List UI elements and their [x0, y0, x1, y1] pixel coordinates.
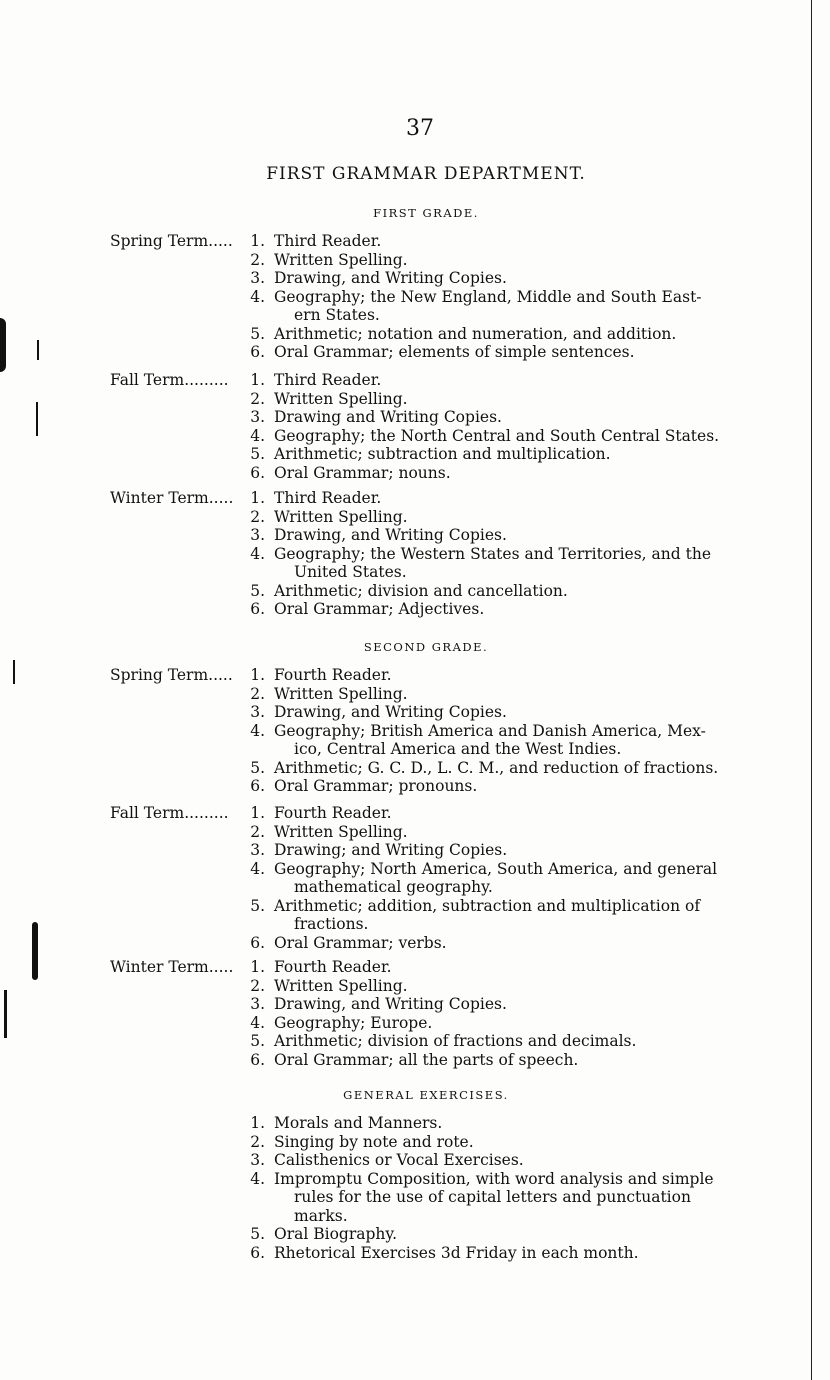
list-item: Written Spelling.: [274, 250, 408, 269]
list-item: Oral Grammar; all the parts of speech.: [274, 1050, 579, 1069]
item-number: 4.: [250, 721, 265, 740]
list-item: Oral Biography.: [274, 1225, 398, 1243]
list-item: Written Spelling.: [274, 976, 408, 995]
list-item: Oral Grammar; pronouns.: [274, 777, 478, 795]
list-item: Rhetorical Exercises 3d Friday in each month.: [274, 1243, 639, 1262]
term-block: [110, 371, 750, 482]
margin-ink-mark: [0, 318, 6, 372]
item-number: 6.: [250, 1050, 265, 1069]
list-item: Written Spelling.: [274, 822, 408, 841]
list-item: Arithmetic; division and cancellation.: [274, 581, 568, 600]
list-item: Geography; the New England, Middle and South East- ern States.: [274, 287, 702, 324]
item-number: 6.: [250, 777, 265, 795]
list-item: Geography; the Western States and Territories, and the United States.: [274, 544, 711, 581]
item-number: 4.: [250, 426, 265, 445]
item-number: 3.: [250, 526, 265, 544]
item-number: 3.: [250, 408, 265, 426]
item-number: 3.: [250, 995, 265, 1013]
item-number: 2.: [250, 976, 265, 995]
item-number: 2.: [250, 507, 265, 526]
item-number: 2.: [250, 389, 265, 408]
item-number: 2.: [250, 250, 265, 269]
item-number: 1.: [250, 371, 265, 389]
item-number: 5.: [250, 1032, 265, 1050]
list-item: Drawing, and Writing Copies.: [274, 703, 507, 721]
list-item: Written Spelling.: [274, 507, 408, 526]
term-block: [110, 804, 750, 952]
list-item: Arithmetic; division of fractions and decimals.: [274, 1032, 637, 1050]
list-item: Oral Grammar; nouns.: [274, 463, 451, 482]
department-title: FIRST GRAMMAR DEPARTMENT.: [266, 164, 586, 184]
item-number: 1.: [250, 489, 265, 507]
list-item: Geography; Europe.: [274, 1013, 433, 1032]
list-item: Third Reader.: [274, 489, 382, 507]
item-number: 4.: [250, 287, 265, 306]
item-number: 5.: [250, 1225, 265, 1243]
list-item: Geography; the North Central and South Central States.: [274, 426, 720, 445]
general-exercises-list: [110, 1114, 750, 1262]
item-number: 5.: [250, 896, 265, 915]
term-label: Winter Term.....: [110, 489, 234, 507]
list-item: Geography; British America and Danish America, Mex- ico, Central America and the West Indies.: [274, 721, 706, 758]
margin-ink-mark: [36, 402, 38, 436]
item-number: 4.: [250, 544, 265, 563]
item-number: 1.: [250, 666, 265, 684]
term-label: Fall Term.........: [110, 804, 229, 822]
item-number: 4.: [250, 1169, 265, 1188]
term-block: [110, 489, 750, 619]
list-item: Morals and Manners.: [274, 1114, 443, 1132]
term-label: Spring Term.....: [110, 666, 233, 684]
item-number: 2.: [250, 684, 265, 703]
list-item: Third Reader.: [274, 371, 382, 389]
item-number: 2.: [250, 822, 265, 841]
item-number: 5.: [250, 758, 265, 777]
item-number: 4.: [250, 1013, 265, 1032]
item-number: 3.: [250, 703, 265, 721]
margin-ink-mark: [37, 340, 39, 360]
list-item: Drawing; and Writing Copies.: [274, 841, 508, 859]
page-number: 37: [406, 116, 434, 141]
list-item: Oral Grammar; Adjectives.: [274, 600, 485, 618]
list-item: Fourth Reader.: [274, 958, 392, 976]
grade-heading-first: FIRST GRADE.: [373, 206, 479, 220]
list-item: Arithmetic; G. C. D., L. C. M., and reduction of fractions.: [274, 758, 719, 777]
list-item: Drawing, and Writing Copies.: [274, 526, 507, 544]
list-item: Geography; North America, South America, and general mathematical geography.: [274, 859, 718, 896]
margin-ink-mark: [13, 660, 15, 684]
item-number: 3.: [250, 841, 265, 859]
term-block: [110, 958, 750, 1069]
list-item: Drawing and Writing Copies.: [274, 408, 502, 426]
list-item: Fourth Reader.: [274, 804, 392, 822]
list-item: Singing by note and rote.: [274, 1132, 474, 1151]
item-number: 6.: [250, 600, 265, 618]
term-label: Winter Term.....: [110, 958, 234, 976]
margin-ink-mark: [32, 922, 38, 980]
term-label: Fall Term.........: [110, 371, 229, 389]
item-number: 6.: [250, 1243, 265, 1262]
list-item: Oral Grammar; verbs.: [274, 933, 447, 952]
list-item: Calisthenics or Vocal Exercises.: [274, 1151, 524, 1169]
item-number: 1.: [250, 804, 265, 822]
term-block: [110, 232, 750, 362]
term-label: Spring Term.....: [110, 232, 233, 250]
item-number: 1.: [250, 232, 265, 250]
list-item: Written Spelling.: [274, 684, 408, 703]
item-number: 5.: [250, 445, 265, 463]
item-number: 6.: [250, 343, 265, 361]
item-number: 4.: [250, 859, 265, 878]
list-item: Drawing, and Writing Copies.: [274, 269, 507, 287]
item-number: 1.: [250, 1114, 265, 1132]
item-number: 5.: [250, 324, 265, 343]
grade-heading-second: SECOND GRADE.: [363, 640, 489, 654]
item-number: 3.: [250, 269, 265, 287]
list-item: Arithmetic; subtraction and multiplication.: [274, 445, 611, 463]
list-item: Written Spelling.: [274, 389, 408, 408]
list-item: Arithmetic; notation and numeration, and addition.: [274, 324, 677, 343]
item-number: 3.: [250, 1151, 265, 1169]
term-block: [110, 666, 750, 796]
list-item: Oral Grammar; elements of simple sentences.: [274, 343, 635, 361]
list-item: Fourth Reader.: [274, 666, 392, 684]
list-item: Impromptu Composition, with word analysis and simple rules for the use of capital letters and punctuation marks.: [274, 1169, 714, 1225]
item-number: 1.: [250, 958, 265, 976]
item-number: 5.: [250, 581, 265, 600]
list-item: Drawing, and Writing Copies.: [274, 995, 507, 1013]
list-item: Arithmetic; addition, subtraction and multiplication of fractions.: [274, 896, 701, 933]
item-number: 6.: [250, 933, 265, 952]
item-number: 6.: [250, 463, 265, 482]
margin-ink-mark: [4, 990, 7, 1038]
list-item: Third Reader.: [274, 232, 382, 250]
item-number: 2.: [250, 1132, 265, 1151]
general-exercises-heading: GENERAL EXERCISES.: [343, 1088, 509, 1102]
